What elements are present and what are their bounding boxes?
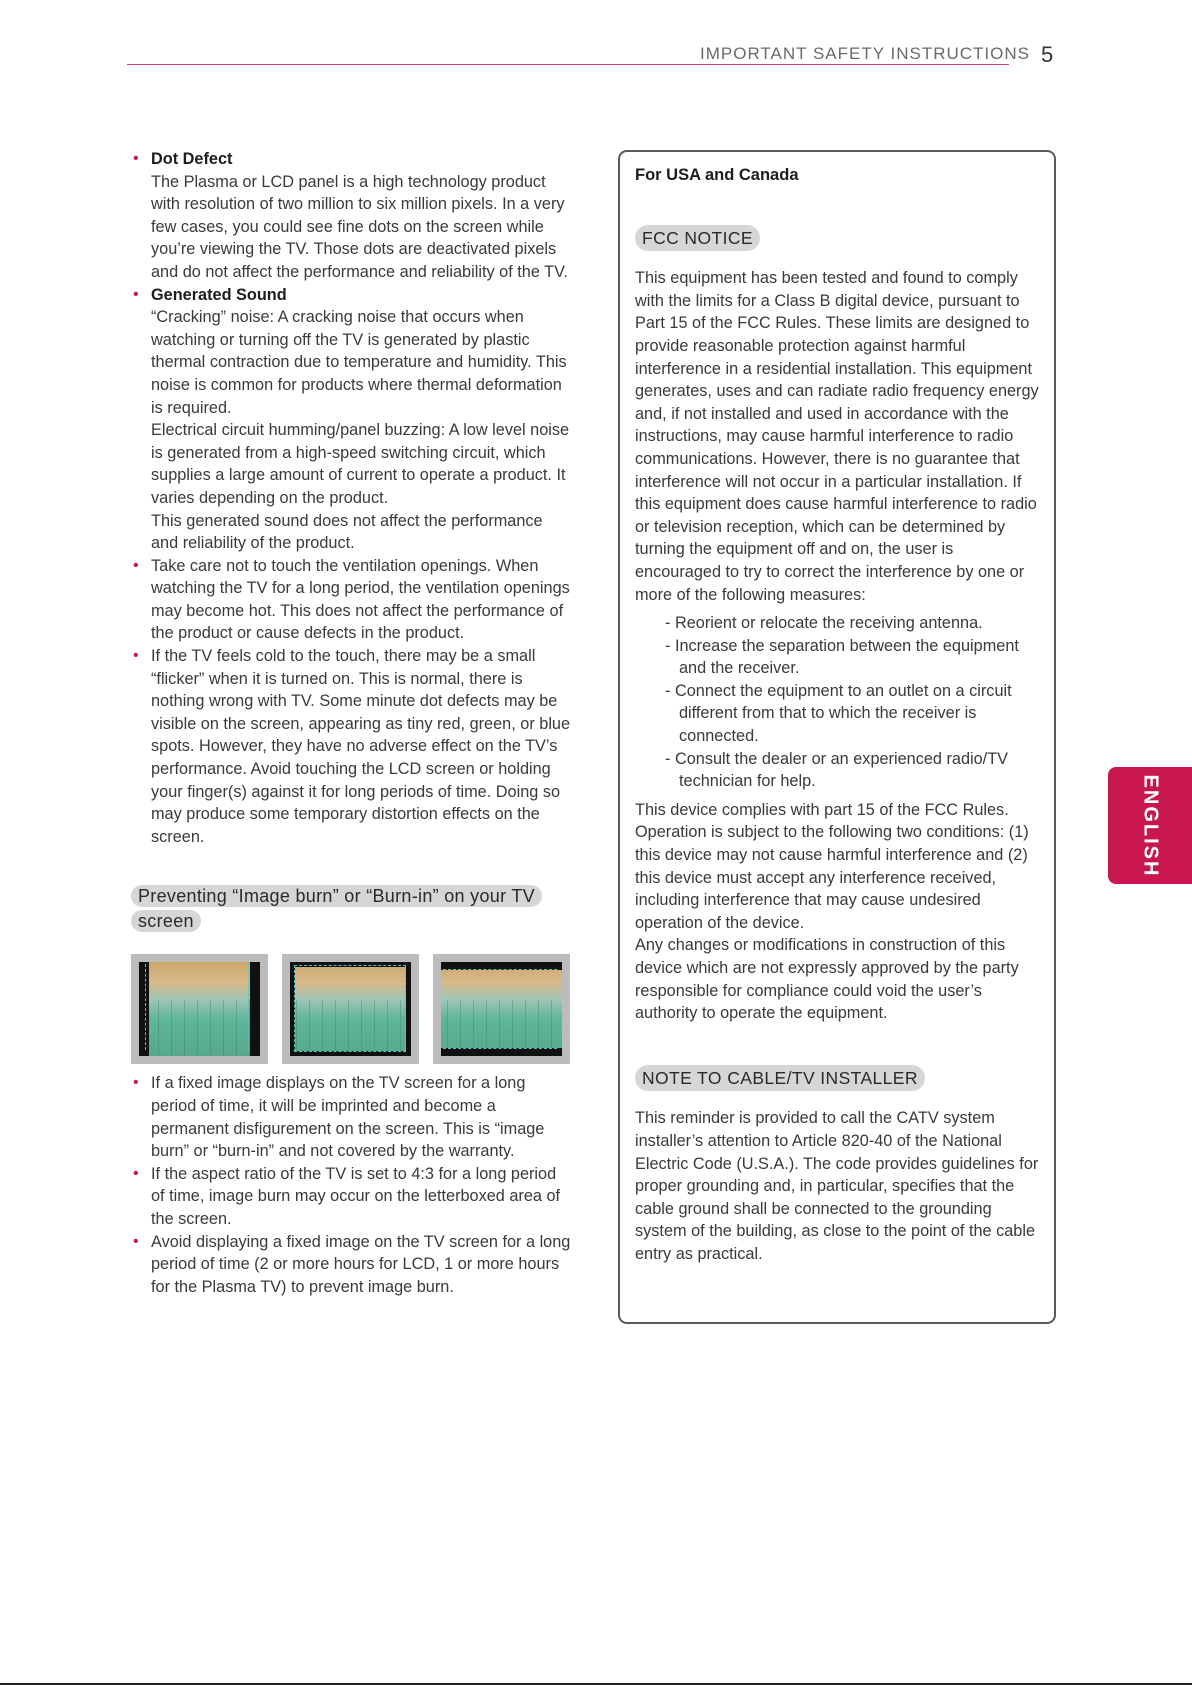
- measure-item: - Connect the equipment to an outlet on a circuit different from that to which the receiver is connected.: [665, 681, 1012, 746]
- compliance-text: This device complies with part 15 of the FCC Rules. Operation is subject to the following two conditions: (1) this device may not cause harmful interference and (2) this device must accept any interference received, including interference that may cause undesired operation of the device.: [635, 800, 1029, 932]
- item-text: The Plasma or LCD panel is a high technology product with resolution of two million to six million pixels. In a very few cases, you could see fine dots on the screen while you’re viewing the TV. Those dots are deactivated pixels and do not affect the performance and reliability of the TV.: [151, 172, 568, 281]
- language-tab-label: ENGLISH: [1139, 774, 1162, 877]
- burn-in-illustrations: [131, 954, 571, 1064]
- bullet-icon: •: [133, 556, 139, 574]
- running-header: IMPORTANT SAFETY INSTRUCTIONS: [700, 44, 1030, 63]
- measure-item: - Reorient or relocate the receiving antenna.: [665, 614, 983, 633]
- changes-text: Any changes or modifications in construction of this device which are not expressly approved by the party responsible for compliance could void the user’s authority to operate the equipment.: [635, 936, 1019, 1023]
- item-text: “Cracking” noise: A cracking noise that occurs when watching or turning off the TV is generated by plastic thermal contraction due to temperature and humidity. This noise is common for products where thermal deformation is required.: [151, 308, 567, 417]
- safety-bullet-list: [131, 148, 571, 848]
- header-rule: [127, 64, 1009, 65]
- list-item-ventilation: [131, 555, 571, 645]
- bullet-icon: •: [133, 285, 139, 303]
- burn-in-heading: Preventing “Image burn” or “Burn-in” on your TV screen: [131, 884, 571, 934]
- item-title: Generated Sound: [151, 285, 287, 304]
- item-text: Avoid displaying a fixed image on the TV screen for a long period of time (2 or more hours for LCD, 1 or more hours for the Plasma TV) to prevent image burn.: [151, 1232, 571, 1296]
- list-item: [131, 1163, 571, 1231]
- dashed-outline: [294, 965, 406, 1052]
- bullet-icon: •: [133, 1232, 139, 1250]
- left-column: [131, 148, 571, 1298]
- pillar-bar-right: [250, 962, 260, 1056]
- burn-in-bullet-list: [131, 1072, 571, 1298]
- fcc-notice-heading: FCC NOTICE: [635, 225, 760, 252]
- list-item-dot-defect: [131, 148, 571, 284]
- item-text: If a fixed image displays on the TV screen for a long period of time, it will be imprinted and become a permanent disfigurement on the screen. This is “image burn” or “burn-in” and not covered by the warranty.: [151, 1074, 545, 1161]
- usa-canada-notice-box: [618, 150, 1056, 1324]
- installer-text: This reminder is provided to call the CATV system installer’s attention to Article 820-40 of the National Electric Code (U.S.A.). The code provides guidelines for proper grounding and, in particular, specifies that the cable ground shall be connected to the grounding system of the building, as close to the point of the cable entry as practical.: [635, 1109, 1039, 1263]
- bullet-icon: •: [133, 1164, 139, 1182]
- dashed-outline: [443, 969, 557, 1049]
- list-item-generated-sound: [131, 284, 571, 555]
- fcc-notice-text: This equipment has been tested and found to comply with the limits for a Class B digital device, pursuant to Part 15 of the FCC Rules. These limits are designed to provide reasonable protection against harmful interference in a residential installation. This equipment generates, uses and can radiate radio frequency energy and, if not installed and used in accordance with the instructions, may cause harmful interference to radio communications. However, there is no guarantee that interference will not occur in a particular installation. If this equipment does cause harmful interference to radio or television reception, which can be determined by turning the equipment off and on, the user is encouraged to try to correct the interference by one or more of the following measures:: [635, 269, 1039, 604]
- letterbox-bar-bottom: [441, 1048, 562, 1056]
- measure-item: - Consult the dealer or an experienced radio/TV technician for help.: [665, 749, 1009, 791]
- page-number: 5: [1041, 42, 1054, 67]
- bullet-icon: •: [133, 150, 139, 167]
- item-title: Dot Defect: [151, 150, 233, 168]
- bullet-icon: •: [133, 647, 139, 665]
- frame-bar-right: [406, 962, 411, 1056]
- full-frame-illustration: [282, 954, 419, 1064]
- letterbox-illustration: [433, 954, 570, 1064]
- bullet-icon: •: [133, 1074, 139, 1092]
- item-text: If the aspect ratio of the TV is set to 4:3 for a long period of time, image burn may occur on the letterboxed area of the screen.: [151, 1164, 561, 1228]
- list-item: [131, 1072, 571, 1162]
- item-text: Electrical circuit humming/panel buzzing: A low level noise is generated from a high-speed switching circuit, which supplies a large amount of current to operate a product. It varies depending on the product.: [151, 421, 570, 507]
- dashed-outline: [145, 964, 249, 1050]
- language-tab: [1108, 767, 1192, 884]
- measures-list: [665, 612, 1039, 793]
- pillarbox-illustration: [131, 954, 268, 1064]
- installer-heading: NOTE TO CABLE/TV INSTALLER: [635, 1065, 925, 1092]
- list-item: [131, 1231, 571, 1299]
- measure-item: - Increase the separation between the equipment and the receiver.: [665, 636, 1019, 678]
- item-text: Take care not to touch the ventilation openings. When watching the TV for a long period, the ventilation openings may become hot. This does not affect the performance of the product or cause defects in the product.: [151, 556, 570, 643]
- item-text: If the TV feels cold to the touch, there may be a small “flicker” when it is turned on. This is normal, there is nothing wrong with TV. Some minute dot defects may be visible on the screen, appearing as tiny red, green, or blue spots. However, they have no adverse effect on the TV’s performance. Avoid touching the LCD screen or holding your finger(s) against it for long periods of time. Doing so may produce some temporary distortion effects on the screen.: [151, 647, 571, 846]
- list-item-cold-flicker: [131, 645, 571, 848]
- box-title: For USA and Canada: [635, 166, 799, 184]
- item-text: This generated sound does not affect the performance and reliability of the product.: [151, 511, 543, 553]
